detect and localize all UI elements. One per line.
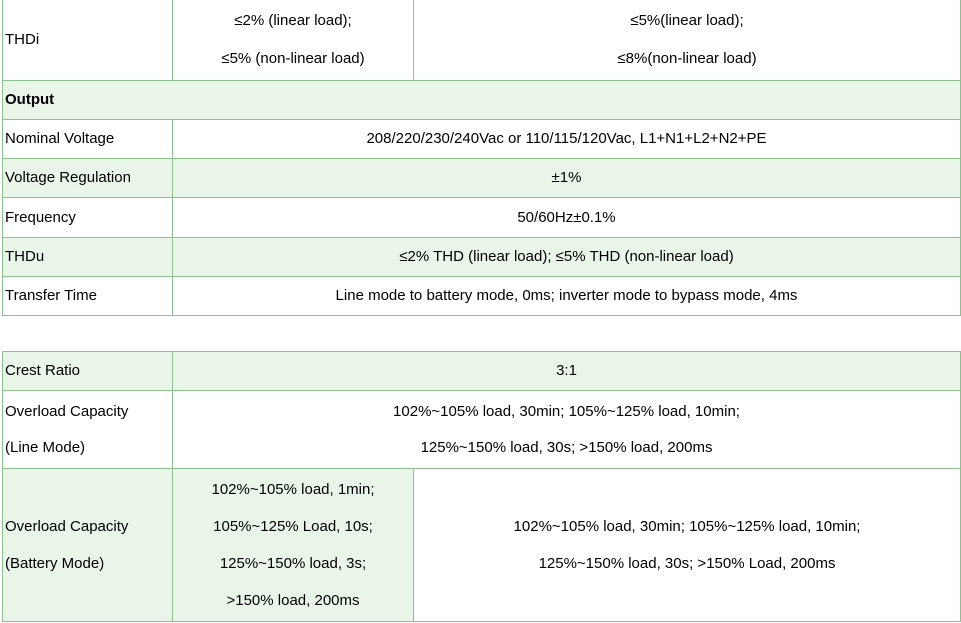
row-label [3,469,173,622]
section-header-output: Output [3,81,961,120]
row-label [3,391,173,469]
battery-col-b-line-2: 125%~150% load, 30s; >150% Load, 200ms [538,554,836,572]
thdi-col-b-line-2: ≤8%(non-linear load) [617,49,757,67]
table-row-overload-line [3,391,961,469]
battery-col-a-line-2: 105%~125% Load, 10s; [213,517,373,535]
table-row-crest-ratio [3,352,961,391]
row-label: Frequency [3,198,173,238]
row-value: Line mode to battery mode, 0ms; inverter mode to bypass mode, 4ms [173,277,961,316]
row-label: Voltage Regulation [3,159,173,198]
row-value: 208/220/230/240Vac or 110/115/120Vac, L1+N1+L2+N2+PE [173,120,961,159]
row-label: Nominal Voltage [3,120,173,159]
row-label-line-1: Overload Capacity [5,402,129,420]
battery-col-a [173,469,414,622]
thdi-col-a-line-1: ≤2% (linear load); [234,11,352,29]
battery-col-a-line-4: >150% load, 200ms [226,591,360,609]
row-label: Transfer Time [3,277,173,316]
row-value-line-1: 102%~105% load, 30min; 105%~125% load, 10min; [393,402,740,420]
table-row-overload-battery [3,469,961,622]
row-value-line-2: 125%~150% load, 30s; >150% load, 200ms [420,438,713,456]
thdi-col-a-line-2: ≤5% (non-linear load) [221,49,365,67]
row-value: ±1% [173,159,961,198]
row-label-line-1: Overload Capacity [5,517,129,535]
spec-table-output [2,0,961,316]
table-row [3,159,961,198]
row-value: 3:1 [173,352,961,391]
table-row [3,277,961,316]
table-row-thdi [3,0,961,81]
thdi-label: THDi [3,0,173,81]
thdi-col-b-line-1: ≤5%(linear load); [630,11,744,29]
table-row [3,198,961,238]
battery-col-a-line-3: 125%~150% load, 3s; [219,554,367,572]
row-value: 50/60Hz±0.1% [173,198,961,238]
spec-table-overload [2,351,961,622]
table-row [3,120,961,159]
row-label-line-2: (Battery Mode) [5,554,105,572]
battery-col-b [414,469,961,622]
row-value [173,391,961,469]
row-label: THDu [3,238,173,277]
table-row-output-header [3,81,961,120]
row-label-line-2: (Line Mode) [5,438,86,456]
row-label: Crest Ratio [3,352,173,391]
battery-col-b-line-1: 102%~105% load, 30min; 105%~125% load, 10min; [513,517,861,535]
thdi-col-a [173,0,414,81]
thdi-col-b [414,0,961,81]
battery-col-a-line-1: 102%~105% load, 1min; [211,480,375,498]
table-row [3,238,961,277]
row-value: ≤2% THD (linear load); ≤5% THD (non-linear load) [173,238,961,277]
